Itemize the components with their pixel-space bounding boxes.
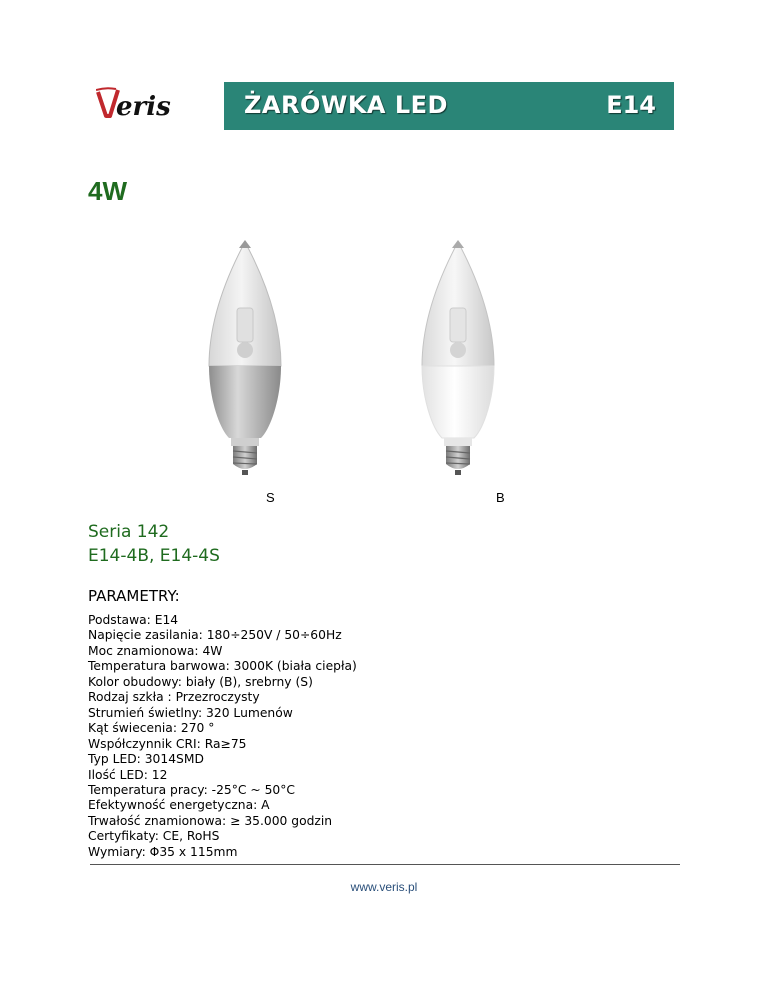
- veris-logo: [96, 86, 192, 120]
- param-luminous-flux: Strumień świetlny: 320 Lumenów: [88, 705, 293, 720]
- footer-divider: [90, 864, 680, 865]
- footer-url[interactable]: www.veris.pl: [350, 880, 418, 894]
- header-title: ŻARÓWKA LED: [244, 91, 448, 119]
- param-base: Podstawa: E14: [88, 613, 179, 627]
- param-energy-class: Efektywność energetyczna: A: [88, 798, 270, 813]
- param-dimensions: Wymiary: Φ35 x 115mm: [88, 844, 238, 859]
- variant-label-b: B: [496, 490, 505, 505]
- logo-text: eris: [116, 92, 171, 120]
- param-color-temp: Temperatura barwowa: 3000K (biała ciepła): [88, 659, 357, 674]
- params-heading: PARAMETRY:: [88, 587, 180, 605]
- param-operating-temp: Temperatura pracy: -25°C ~ 50°C: [88, 782, 295, 797]
- param-housing-color: Kolor obudowy: biały (B), srebrny (S): [88, 674, 313, 689]
- param-lifetime: Trwałość znamionowa: ≥ 35.000 godzin: [88, 813, 333, 828]
- param-led-count: Ilość LED: 12: [88, 767, 168, 782]
- series-info: [88, 520, 220, 568]
- header-banner: [224, 82, 674, 130]
- param-certificates: Certyfikaty: CE, RoHS: [88, 829, 220, 844]
- series-models: E14-4B, E14-4S: [88, 546, 220, 566]
- param-led-type: Typ LED: 3014SMD: [88, 752, 204, 767]
- param-voltage: Napięcie zasilania: 180÷250V / 50÷60Hz: [88, 628, 342, 643]
- bulb-silver-image: [205, 238, 285, 478]
- param-power: Moc znamionowa: 4W: [88, 643, 223, 658]
- param-beam-angle: Kąt świecenia: 270 °: [88, 721, 215, 736]
- bulb-white-image: [418, 238, 498, 478]
- param-glass-type: Rodzaj szkła : Przezroczysty: [88, 690, 260, 705]
- variant-label-s: S: [266, 490, 275, 505]
- series-name: Seria 142: [88, 522, 170, 542]
- params-list: [88, 613, 357, 860]
- power-rating: 4W: [88, 176, 127, 206]
- param-cri: Współczynnik CRI: Ra≥75: [88, 736, 247, 751]
- header-code: E14: [606, 91, 656, 119]
